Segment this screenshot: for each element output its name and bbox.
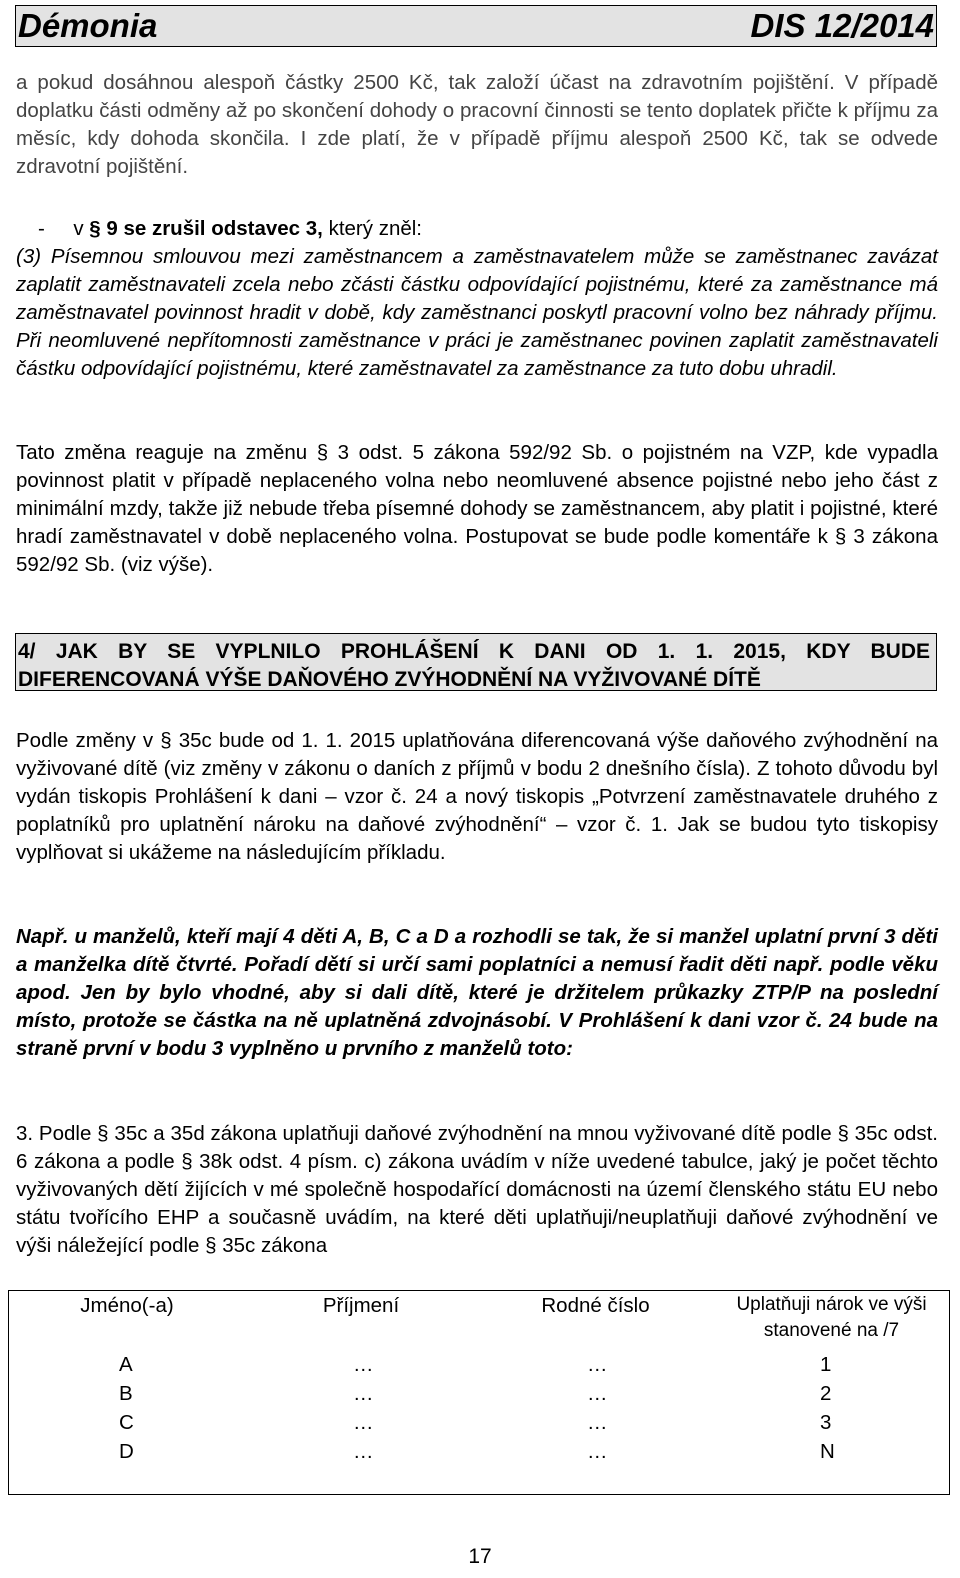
table-row <box>9 1379 950 1408</box>
section-4-line-2: DIFERENCOVANÁ VÝŠE DAŇOVÉHO ZVÝHODNĚNÍ NA VYŽIVOVANÉ DÍTĚ <box>18 668 761 691</box>
bullet-line <box>16 215 938 243</box>
quote-block <box>16 243 938 383</box>
table-cell: … <box>353 1411 374 1434</box>
table-cell: D <box>119 1440 134 1463</box>
bullet-post: který zněl: <box>322 217 422 240</box>
bullet-dash: - <box>38 217 45 240</box>
table-row <box>9 1350 950 1379</box>
table-header-birth-number: Rodné číslo <box>541 1294 650 1317</box>
page-number: 17 <box>468 1545 492 1568</box>
body-paragraph: Podle změny v § 35c bude od 1. 1. 2015 uplatňována diferencovaná výše daňového zvýhodnění na vyživované dítě (viz změny v zákonu o daních z příjmů v bodu 2 dnešního čísla). Z tohoto důvodu byl vydán tiskopis Prohlášení k dani – vzor č. 24 a nový tiskopis „Potvrzení zaměstnavatele druhého z poplatníků pro uplatnění nároku na daňové zvýhodnění“ – vzor č. 1. Jak se budou tyto tiskopisy vyplňovat si ukážeme na následujícím příkladu. <box>16 729 938 864</box>
table-cell: B <box>119 1382 133 1405</box>
table-cell: … <box>587 1411 608 1434</box>
header-title: Démonia <box>18 7 158 44</box>
table-row <box>9 1408 950 1437</box>
change-paragraph: Tato změna reaguje na změnu § 3 odst. 5 zákona 592/92 Sb. o pojistném na VZP, kde vypadla povinnost platit v případě neplaceného volna nebo neomluvené absence pojistné nebo jeho část z minimální mzdy, takže již nebude třeba písemné dohody se zaměstnancem, aby platit i pojistné, které hradí zaměstnavatel v době neplaceného volna. Postupovat se bude podle komentáře k § 3 zákona 592/92 Sb. (viz výše). <box>16 441 938 576</box>
table-cell: N <box>820 1440 835 1463</box>
table-cell: … <box>587 1382 608 1405</box>
example-block <box>16 923 938 1063</box>
table-cell: C <box>119 1411 134 1434</box>
table-header-name: Jméno(-a) <box>80 1294 174 1317</box>
table-cell: 3 <box>820 1411 832 1434</box>
point-3-paragraph: 3. Podle § 35c a 35d zákona uplatňuji daňové zvýhodnění na mnou vyživované dítě podle § 35c odst. 6 zákona a podle § 38k odst. 4 písm. c) zákona uvádím v níže uvedené tabulce, jaký je počet těchto vyživovaných dětí žijících v mé společně hospodařící domácnosti na území členského státu EU nebo státu tvořícího EHP a současně uvádím, na které děti uplatňuji/neuplatňuji daňové zvýhodnění ve výši náležející podle § 35c zákona <box>16 1122 938 1257</box>
bullet-bold: § 9 se zrušil odstavec 3, <box>89 217 323 240</box>
section-4-line-1: 4/ JAK BY SE VYPLNILO PROHLÁŠENÍ K DANI OD 1. 1. 2015, KDY BUDE <box>18 640 930 663</box>
intro-block <box>16 69 938 181</box>
body-block <box>16 727 938 867</box>
table-row <box>9 1437 950 1495</box>
table-cell: … <box>353 1440 374 1463</box>
section-4-heading <box>15 633 937 691</box>
table-cell: 2 <box>820 1382 832 1405</box>
table-cell: … <box>353 1353 374 1376</box>
table-cell: 1 <box>820 1353 832 1376</box>
table-header-claim: Uplatňuji nárok ve výši stanovené na /7 <box>736 1294 927 1341</box>
table-cell: … <box>587 1440 608 1463</box>
change-block <box>16 439 938 579</box>
page-header <box>15 5 937 47</box>
intro-paragraph: a pokud dosáhnou alespoň částky 2500 Kč, tak založí účast na zdravotním pojištění. V případě doplatku části odměny až po skončení dohody o pracovní činnosti se tento doplatek přičte k příjmu za měsíc, kdy dohoda skončila. I zde platí, že v případě příjmu alespoň 2500 Kč, tak se odvede zdravotní pojištění. <box>16 71 938 178</box>
table-cell: … <box>353 1382 374 1405</box>
table-cell: A <box>119 1353 133 1376</box>
children-table <box>8 1290 950 1495</box>
header-issue: DIS 12/2014 <box>750 7 934 44</box>
table-header-row <box>9 1291 950 1351</box>
table-cell: … <box>587 1353 608 1376</box>
quote-paragraph: (3) Písemnou smlouvou mezi zaměstnancem a zaměstnavatelem může se zaměstnanec zavázat zaplatit zaměstnavateli zcela nebo zčásti částku odpovídající pojistnému, které za zaměstnance má zaměstnavatel povinnost hradit v době, kdy zaměstnanci poskytl pracovní volno bez náhrady příjmu. Při neomluvené nepřítomnosti zaměstnance v práci je zaměstnanec povinen zaplatit zaměstnavateli částku odpovídající pojistnému, které zaměstnavatel za zaměstnance za tuto dobu uhradil. <box>16 245 938 380</box>
table-header-surname: Příjmení <box>322 1294 400 1317</box>
bullet-pre: v <box>73 217 90 240</box>
point-3-block <box>16 1120 938 1260</box>
example-paragraph: Např. u manželů, kteří mají 4 děti A, B, C a D a rozhodli se tak, že si manžel uplatní první 3 děti a manželka dítě čtvrté. Pořadí dětí si určí sami poplatníci a nemusí řadit děti např. podle věku apod. Jen by bylo vhodné, aby si dali dítě, které je držitelem průkazky ZTP/P na poslední místo, protože se částka na ně uplatněná zdvojnásobí. V Prohlášení k dani vzor č. 24 bude na straně první v bodu 3 vyplněno u prvního z manželů toto: <box>16 925 938 1060</box>
